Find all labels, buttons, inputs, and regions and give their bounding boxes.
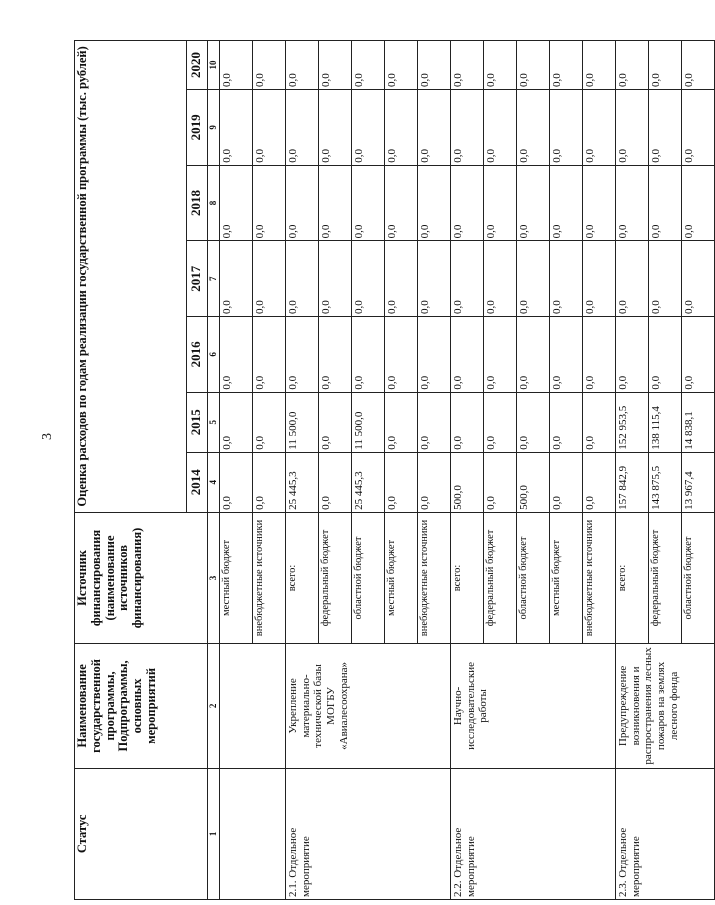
value-cell: 0,0 <box>253 41 286 90</box>
value-cell: 0,0 <box>220 317 253 393</box>
value-cell: 0,0 <box>220 165 253 241</box>
budget-table <box>74 40 715 900</box>
value-cell: 0,0 <box>253 241 286 317</box>
table-row <box>286 41 319 900</box>
value-cell: 11 500,0 <box>352 392 385 452</box>
value-cell: 0,0 <box>583 165 616 241</box>
name-cell <box>220 644 286 769</box>
value-cell: 0,0 <box>649 317 682 393</box>
value-cell: 0,0 <box>220 241 253 317</box>
value-cell: 25 445,3 <box>352 452 385 512</box>
year-header: 2020 <box>187 41 208 90</box>
column-number: 7 <box>208 241 220 317</box>
status-cell: 2.3. Отдельное мероприятие <box>616 768 715 899</box>
value-cell: 0,0 <box>583 90 616 166</box>
value-cell: 0,0 <box>682 90 715 166</box>
source-cell: всего: <box>451 512 484 643</box>
column-number: 1 <box>208 768 220 899</box>
value-cell: 0,0 <box>451 90 484 166</box>
value-cell: 0,0 <box>220 41 253 90</box>
year-header: 2017 <box>187 241 208 317</box>
value-cell: 0,0 <box>253 452 286 512</box>
value-cell: 0,0 <box>418 452 451 512</box>
table-row <box>616 41 649 900</box>
value-cell: 0,0 <box>517 317 550 393</box>
value-cell: 0,0 <box>352 41 385 90</box>
column-number: 6 <box>208 317 220 393</box>
value-cell: 0,0 <box>583 392 616 452</box>
source-cell: всего: <box>616 512 649 643</box>
source-cell: областной бюджет <box>682 512 715 643</box>
value-cell: 0,0 <box>682 317 715 393</box>
source-cell: внебюджетные источники <box>253 512 286 643</box>
value-cell: 0,0 <box>319 41 352 90</box>
source-cell: областной бюджет <box>517 512 550 643</box>
status-cell <box>220 768 286 899</box>
value-cell: 0,0 <box>583 317 616 393</box>
value-cell: 0,0 <box>418 90 451 166</box>
table-row <box>220 41 253 900</box>
value-cell: 157 842,9 <box>616 452 649 512</box>
value-cell: 0,0 <box>616 241 649 317</box>
header-status: Статус <box>75 768 208 899</box>
value-cell: 0,0 <box>385 41 418 90</box>
status-cell: 2.1. Отдельное мероприятие <box>286 768 451 899</box>
value-cell: 0,0 <box>550 317 583 393</box>
value-cell: 0,0 <box>484 41 517 90</box>
value-cell: 0,0 <box>616 90 649 166</box>
source-cell: федеральный бюджет <box>649 512 682 643</box>
value-cell: 0,0 <box>220 90 253 166</box>
value-cell: 25 445,3 <box>286 452 319 512</box>
name-cell: Предупреждение возникновения и распространения лесных пожаров на землях лесного фонда <box>616 644 715 769</box>
value-cell: 0,0 <box>649 90 682 166</box>
value-cell: 0,0 <box>682 241 715 317</box>
value-cell: 0,0 <box>253 165 286 241</box>
value-cell: 0,0 <box>253 317 286 393</box>
value-cell: 0,0 <box>286 41 319 90</box>
value-cell: 0,0 <box>484 241 517 317</box>
value-cell: 0,0 <box>286 90 319 166</box>
value-cell: 0,0 <box>616 165 649 241</box>
value-cell: 138 115,4 <box>649 392 682 452</box>
value-cell: 0,0 <box>484 392 517 452</box>
value-cell: 0,0 <box>418 165 451 241</box>
value-cell: 0,0 <box>352 90 385 166</box>
value-cell: 0,0 <box>286 317 319 393</box>
value-cell: 0,0 <box>550 90 583 166</box>
rotated-table-container <box>74 40 695 900</box>
value-cell: 0,0 <box>517 392 550 452</box>
value-cell: 0,0 <box>385 241 418 317</box>
value-cell: 0,0 <box>319 165 352 241</box>
value-cell: 0,0 <box>583 452 616 512</box>
value-cell: 0,0 <box>451 392 484 452</box>
value-cell: 0,0 <box>385 452 418 512</box>
year-header: 2015 <box>187 392 208 452</box>
column-number-row <box>208 41 220 900</box>
value-cell: 0,0 <box>253 90 286 166</box>
value-cell: 0,0 <box>352 165 385 241</box>
value-cell: 0,0 <box>319 392 352 452</box>
value-cell: 0,0 <box>550 41 583 90</box>
value-cell: 0,0 <box>385 90 418 166</box>
value-cell: 0,0 <box>451 165 484 241</box>
value-cell: 0,0 <box>418 392 451 452</box>
value-cell: 0,0 <box>385 317 418 393</box>
header-name: Наименование государственной программы, Подпрограммы, основных мероприятий <box>75 644 208 769</box>
value-cell: 143 875,5 <box>649 452 682 512</box>
value-cell: 0,0 <box>649 241 682 317</box>
value-cell: 152 953,5 <box>616 392 649 452</box>
year-header: 2019 <box>187 90 208 166</box>
value-cell: 0,0 <box>517 41 550 90</box>
source-cell: федеральный бюджет <box>319 512 352 643</box>
value-cell: 0,0 <box>682 165 715 241</box>
value-cell: 0,0 <box>286 165 319 241</box>
value-cell: 0,0 <box>649 41 682 90</box>
status-cell: 2.2. Отдельное мероприятие <box>451 768 616 899</box>
value-cell: 0,0 <box>484 317 517 393</box>
value-cell: 0,0 <box>583 41 616 90</box>
value-cell: 0,0 <box>451 41 484 90</box>
column-number: 4 <box>208 452 220 512</box>
value-cell: 0,0 <box>319 317 352 393</box>
value-cell: 0,0 <box>451 241 484 317</box>
value-cell: 0,0 <box>583 241 616 317</box>
year-header: 2018 <box>187 165 208 241</box>
column-number: 8 <box>208 165 220 241</box>
year-header: 2016 <box>187 317 208 393</box>
source-cell: местный бюджет <box>385 512 418 643</box>
value-cell: 0,0 <box>550 241 583 317</box>
column-number: 3 <box>208 512 220 643</box>
header-row <box>75 41 187 900</box>
value-cell: 0,0 <box>451 317 484 393</box>
source-cell: федеральный бюджет <box>484 512 517 643</box>
name-cell: Укрепление материально-технической базы МОГБУ «Авиалесоохрана» <box>286 644 451 769</box>
page-number: 3 <box>40 433 55 440</box>
column-number: 10 <box>208 41 220 90</box>
value-cell: 0,0 <box>319 452 352 512</box>
value-cell: 14 838,1 <box>682 392 715 452</box>
value-cell: 0,0 <box>484 90 517 166</box>
table-row <box>451 41 484 900</box>
value-cell: 0,0 <box>352 317 385 393</box>
value-cell: 0,0 <box>352 241 385 317</box>
source-cell: внебюджетные источники <box>418 512 451 643</box>
value-cell: 0,0 <box>517 241 550 317</box>
column-number: 2 <box>208 644 220 769</box>
value-cell: 500,0 <box>451 452 484 512</box>
year-header: 2014 <box>187 452 208 512</box>
value-cell: 0,0 <box>616 41 649 90</box>
value-cell: 0,0 <box>649 165 682 241</box>
source-cell: местный бюджет <box>220 512 253 643</box>
value-cell: 0,0 <box>682 41 715 90</box>
value-cell: 0,0 <box>517 90 550 166</box>
value-cell: 0,0 <box>319 241 352 317</box>
value-cell: 0,0 <box>418 41 451 90</box>
value-cell: 0,0 <box>484 165 517 241</box>
value-cell: 0,0 <box>385 392 418 452</box>
column-number: 9 <box>208 90 220 166</box>
value-cell: 0,0 <box>550 452 583 512</box>
source-cell: местный бюджет <box>550 512 583 643</box>
value-cell: 0,0 <box>418 317 451 393</box>
header-source: Источник финансирования (наименование источников финансирования) <box>75 512 208 643</box>
value-cell: 0,0 <box>319 90 352 166</box>
value-cell: 11 500,0 <box>286 392 319 452</box>
value-cell: 0,0 <box>286 241 319 317</box>
value-cell: 0,0 <box>253 392 286 452</box>
value-cell: 0,0 <box>418 241 451 317</box>
value-cell: 0,0 <box>550 165 583 241</box>
value-cell: 0,0 <box>616 317 649 393</box>
header-estimate: Оценка расходов по годам реализации государственной программы (тыс. рублей) <box>75 41 187 513</box>
source-cell: областной бюджет <box>352 512 385 643</box>
value-cell: 0,0 <box>484 452 517 512</box>
value-cell: 13 967,4 <box>682 452 715 512</box>
value-cell: 0,0 <box>220 392 253 452</box>
value-cell: 0,0 <box>550 392 583 452</box>
value-cell: 500,0 <box>517 452 550 512</box>
source-cell: всего: <box>286 512 319 643</box>
name-cell: Научно-исследовательские работы <box>451 644 616 769</box>
value-cell: 0,0 <box>220 452 253 512</box>
value-cell: 0,0 <box>385 165 418 241</box>
source-cell: внебюджетные источники <box>583 512 616 643</box>
value-cell: 0,0 <box>517 165 550 241</box>
column-number: 5 <box>208 392 220 452</box>
